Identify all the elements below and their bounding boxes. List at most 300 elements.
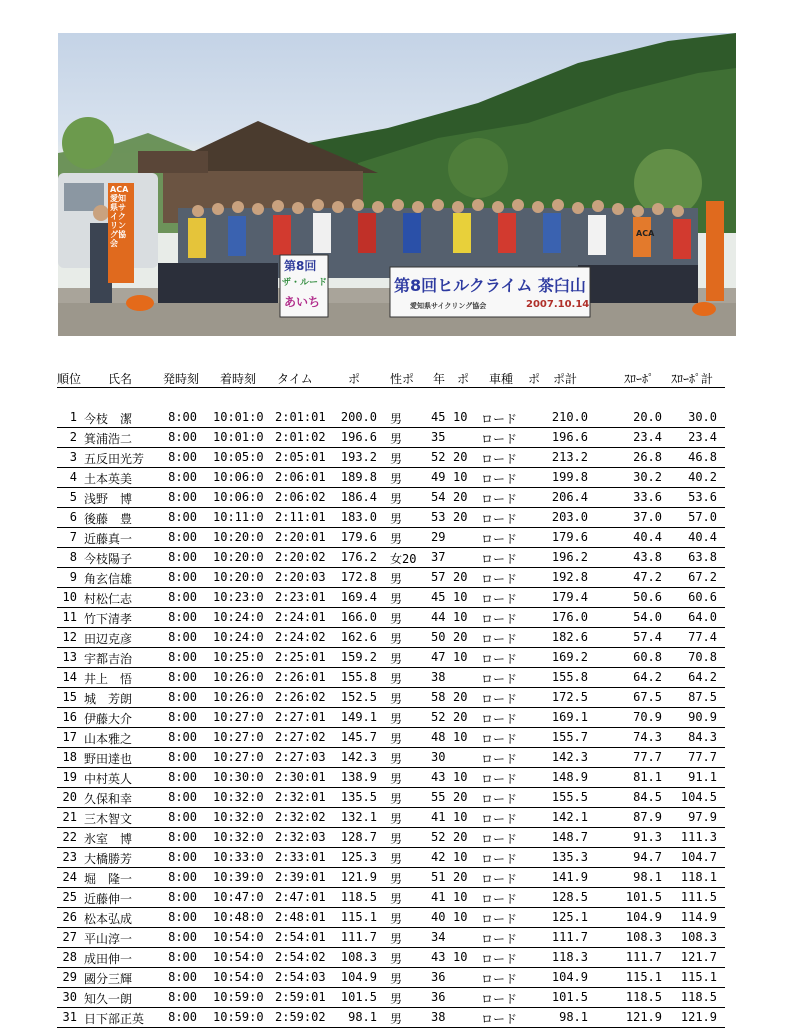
cell-age-points: 10 xyxy=(453,730,468,744)
cell-total-points: 142.1 xyxy=(551,810,588,824)
cell-finish-time: 10:32:0 xyxy=(213,830,264,844)
cell-finish-time: 10:33:0 xyxy=(213,850,264,864)
banner-left-line1: 第8回 xyxy=(284,259,317,273)
cell-bike-type: ロード xyxy=(481,732,518,746)
cell-slow-total: 46.8 xyxy=(688,450,717,464)
cell-gender: 男 xyxy=(390,992,403,1006)
cell-points: 186.4 xyxy=(340,490,377,504)
header-slow-points: ｽﾛｰﾎﾟ xyxy=(624,372,655,386)
cell-gender: 男 xyxy=(390,972,403,986)
cell-age: 54 xyxy=(431,490,446,504)
cell-start-time: 8:00 xyxy=(168,590,197,604)
cell-slow-points: 43.8 xyxy=(633,550,662,564)
cell-name: 國分三輝 xyxy=(84,972,133,986)
cell-gender: 男 xyxy=(390,812,403,826)
cell-total-points: 213.2 xyxy=(551,450,588,464)
cell-time: 2:01:02 xyxy=(275,430,326,444)
table-row xyxy=(57,928,725,948)
cell-slow-points: 115.1 xyxy=(625,970,662,984)
cell-start-time: 8:00 xyxy=(168,810,197,824)
cell-age: 41 xyxy=(431,890,446,904)
cell-slow-points: 26.8 xyxy=(633,450,662,464)
cell-gender: 男 xyxy=(390,412,403,426)
cell-age-points: 20 xyxy=(453,870,468,884)
cell-start-time: 8:00 xyxy=(168,630,197,644)
cell-rank: 9 xyxy=(69,570,77,584)
header-total-points: ポ計 xyxy=(553,372,578,386)
cell-points: 128.7 xyxy=(340,830,377,844)
cell-total-points: 169.2 xyxy=(551,650,588,664)
cell-bike-type: ロード xyxy=(481,632,518,646)
cell-age: 53 xyxy=(431,510,446,524)
cell-age-points: 20 xyxy=(453,830,468,844)
cell-name: 三木智文 xyxy=(84,812,133,826)
cell-slow-points: 64.2 xyxy=(633,670,662,684)
cell-bike-type: ロード xyxy=(481,972,518,986)
cell-slow-points: 30.2 xyxy=(633,470,662,484)
cell-time: 2:27:03 xyxy=(275,750,326,764)
cell-name: 浅野 博 xyxy=(84,492,133,506)
cell-start-time: 8:00 xyxy=(168,470,197,484)
cell-gender: 男 xyxy=(390,432,403,446)
cell-gender: 男 xyxy=(390,1012,403,1026)
cell-age-points: 20 xyxy=(453,450,468,464)
cell-time: 2:24:02 xyxy=(275,630,326,644)
cell-gender: 男 xyxy=(390,912,403,926)
cell-finish-time: 10:20:0 xyxy=(213,570,264,584)
cell-total-points: 118.3 xyxy=(551,950,588,964)
cell-name: 井上 悟 xyxy=(84,672,133,686)
cell-bike-type: ロード xyxy=(481,412,518,426)
header-points: ポ xyxy=(348,372,361,386)
cell-start-time: 8:00 xyxy=(168,650,197,664)
table-row xyxy=(57,628,725,648)
cell-points: 149.1 xyxy=(340,710,377,724)
cell-slow-points: 57.4 xyxy=(633,630,662,644)
table-row xyxy=(57,968,725,988)
cell-points: 132.1 xyxy=(340,810,377,824)
cell-time: 2:32:01 xyxy=(275,790,326,804)
cell-name: 近藤真一 xyxy=(84,532,133,546)
cell-total-points: 125.1 xyxy=(551,910,588,924)
cell-points: 183.0 xyxy=(340,510,377,524)
banner-main-org: 愛知県サイクリング協会 xyxy=(410,302,487,310)
cell-age-points: 20 xyxy=(453,710,468,724)
cell-rank: 15 xyxy=(62,690,77,704)
cell-points: 155.8 xyxy=(340,670,377,684)
cell-finish-time: 10:59:0 xyxy=(213,990,264,1004)
cell-time: 2:11:01 xyxy=(275,510,326,524)
cell-bike-type: ロード xyxy=(481,1012,518,1026)
cell-rank: 8 xyxy=(69,550,77,564)
cell-finish-time: 10:32:0 xyxy=(213,810,264,824)
cell-age: 49 xyxy=(431,470,446,484)
cell-start-time: 8:00 xyxy=(168,870,197,884)
cell-points: 196.6 xyxy=(340,430,377,444)
cell-gender: 男 xyxy=(390,732,403,746)
cell-finish-time: 10:01:0 xyxy=(213,410,264,424)
cell-slow-total: 64.0 xyxy=(688,610,717,624)
cell-slow-total: 114.9 xyxy=(680,910,717,924)
table-row xyxy=(57,568,725,588)
cell-points: 118.5 xyxy=(340,890,377,904)
cell-finish-time: 10:26:0 xyxy=(213,690,264,704)
cell-slow-points: 91.3 xyxy=(633,830,662,844)
table-row xyxy=(57,868,725,888)
cell-rank: 14 xyxy=(62,670,77,684)
cell-age-points: 20 xyxy=(453,570,468,584)
cell-bike-type: ロード xyxy=(481,872,518,886)
cell-age: 57 xyxy=(431,570,446,584)
cell-slow-total: 40.4 xyxy=(688,530,717,544)
cell-gender: 男 xyxy=(390,532,403,546)
cell-points: 166.0 xyxy=(340,610,377,624)
cell-age-points: 10 xyxy=(453,850,468,864)
cell-points: 159.2 xyxy=(340,650,377,664)
cell-gender: 男 xyxy=(390,672,403,686)
cell-time: 2:06:01 xyxy=(275,470,326,484)
cell-slow-points: 37.0 xyxy=(633,510,662,524)
cell-start-time: 8:00 xyxy=(168,430,197,444)
cell-age: 55 xyxy=(431,790,446,804)
cell-finish-time: 10:32:0 xyxy=(213,790,264,804)
cell-start-time: 8:00 xyxy=(168,790,197,804)
cell-age: 47 xyxy=(431,650,446,664)
cell-slow-total: 121.7 xyxy=(680,950,717,964)
cell-rank: 11 xyxy=(62,610,77,624)
cell-slow-total: 60.6 xyxy=(688,590,717,604)
cell-name: 知久一朗 xyxy=(84,992,133,1006)
table-row xyxy=(57,708,725,728)
cell-slow-points: 47.2 xyxy=(633,570,662,584)
cell-rank: 12 xyxy=(62,630,77,644)
cell-start-time: 8:00 xyxy=(168,410,197,424)
cell-points: 189.8 xyxy=(340,470,377,484)
cell-points: 125.3 xyxy=(340,850,377,864)
cell-age: 45 xyxy=(431,410,446,424)
cell-finish-time: 10:54:0 xyxy=(213,950,264,964)
cell-age: 43 xyxy=(431,950,446,964)
cell-rank: 13 xyxy=(62,650,77,664)
cell-bike-type: ロード xyxy=(481,672,518,686)
cell-slow-points: 118.5 xyxy=(625,990,662,1004)
cell-gender: 男 xyxy=(390,792,403,806)
cell-finish-time: 10:30:0 xyxy=(213,770,264,784)
cell-age-points: 10 xyxy=(453,470,468,484)
cell-rank: 6 xyxy=(69,510,77,524)
cell-gender: 男 xyxy=(390,892,403,906)
cell-total-points: 210.0 xyxy=(551,410,588,424)
cell-total-points: 128.5 xyxy=(551,890,588,904)
cell-slow-total: 104.7 xyxy=(680,850,717,864)
header-age: 年 xyxy=(433,372,446,386)
cell-time: 2:47:01 xyxy=(275,890,326,904)
cell-time: 2:59:02 xyxy=(275,1010,326,1024)
cell-gender: 男 xyxy=(390,472,403,486)
cell-total-points: 169.1 xyxy=(551,710,588,724)
cell-bike-type: ロード xyxy=(481,612,518,626)
cell-slow-points: 74.3 xyxy=(633,730,662,744)
cell-total-points: 141.9 xyxy=(551,870,588,884)
cell-slow-points: 104.9 xyxy=(625,910,662,924)
cell-rank: 4 xyxy=(69,470,77,484)
cell-finish-time: 10:27:0 xyxy=(213,710,264,724)
cell-age-points: 10 xyxy=(453,950,468,964)
cell-gender: 男 xyxy=(390,772,403,786)
cell-bike-type: ロード xyxy=(481,712,518,726)
cell-age-points: 10 xyxy=(453,610,468,624)
cell-start-time: 8:00 xyxy=(168,450,197,464)
cell-finish-time: 10:54:0 xyxy=(213,970,264,984)
cell-total-points: 196.6 xyxy=(551,430,588,444)
cell-total-points: 179.6 xyxy=(551,530,588,544)
cell-age: 52 xyxy=(431,450,446,464)
cell-age-points: 10 xyxy=(453,590,468,604)
cell-age: 51 xyxy=(431,870,446,884)
cell-gender: 男 xyxy=(390,452,403,466)
cell-age-points: 10 xyxy=(453,410,468,424)
cell-rank: 10 xyxy=(62,590,77,604)
cell-age: 34 xyxy=(431,930,446,944)
cell-points: 98.1 xyxy=(348,1010,377,1024)
cell-name: 平山淳一 xyxy=(84,932,133,946)
cell-finish-time: 10:59:0 xyxy=(213,1010,264,1024)
cell-rank: 24 xyxy=(62,870,77,884)
cell-name: 近藤伸一 xyxy=(84,892,133,906)
cell-bike-type: ロード xyxy=(481,592,518,606)
cell-gender: 男 xyxy=(390,872,403,886)
table-row xyxy=(57,428,725,448)
table-row xyxy=(57,528,725,548)
cell-slow-total: 23.4 xyxy=(688,430,717,444)
cell-slow-total: 111.3 xyxy=(680,830,717,844)
table-row xyxy=(57,808,725,828)
cell-time: 2:01:01 xyxy=(275,410,326,424)
cell-time: 2:48:01 xyxy=(275,910,326,924)
cell-total-points: 206.4 xyxy=(551,490,588,504)
cell-finish-time: 10:23:0 xyxy=(213,590,264,604)
cell-slow-points: 67.5 xyxy=(633,690,662,704)
header-rank: 順位 xyxy=(57,372,82,386)
cell-finish-time: 10:06:0 xyxy=(213,470,264,484)
cell-slow-total: 84.3 xyxy=(688,730,717,744)
cell-age: 48 xyxy=(431,730,446,744)
cell-rank: 19 xyxy=(62,770,77,784)
cell-slow-total: 63.8 xyxy=(688,550,717,564)
cell-age: 38 xyxy=(431,1010,446,1024)
cell-total-points: 98.1 xyxy=(559,1010,588,1024)
cell-name: 宇都吉治 xyxy=(84,652,133,666)
cell-gender: 女20 xyxy=(390,552,417,566)
cell-finish-time: 10:26:0 xyxy=(213,670,264,684)
table-row xyxy=(57,488,725,508)
cell-bike-type: ロード xyxy=(481,512,518,526)
cell-slow-points: 108.3 xyxy=(625,930,662,944)
cell-rank: 17 xyxy=(62,730,77,744)
cell-points: 200.0 xyxy=(340,410,377,424)
cell-gender: 男 xyxy=(390,632,403,646)
cell-slow-points: 60.8 xyxy=(633,650,662,664)
cell-slow-points: 54.0 xyxy=(633,610,662,624)
cell-start-time: 8:00 xyxy=(168,1010,197,1024)
cell-slow-total: 77.4 xyxy=(688,630,717,644)
cell-age: 42 xyxy=(431,850,446,864)
cell-time: 2:20:03 xyxy=(275,570,326,584)
cell-name: 野田達也 xyxy=(84,752,133,766)
cell-start-time: 8:00 xyxy=(168,910,197,924)
table-row xyxy=(57,608,725,628)
cell-slow-total: 111.5 xyxy=(680,890,717,904)
cell-rank: 20 xyxy=(62,790,77,804)
cell-age-points: 10 xyxy=(453,650,468,664)
cell-bike-type: ロード xyxy=(481,792,518,806)
cell-age-points: 20 xyxy=(453,690,468,704)
header-gender-points: 性ポ xyxy=(390,372,415,386)
table-row xyxy=(57,408,725,428)
cell-finish-time: 10:20:0 xyxy=(213,550,264,564)
table-row xyxy=(57,988,725,1008)
cell-time: 2:33:01 xyxy=(275,850,326,864)
cell-time: 2:24:01 xyxy=(275,610,326,624)
cell-time: 2:26:02 xyxy=(275,690,326,704)
cell-start-time: 8:00 xyxy=(168,750,197,764)
banner-main-date: 2007.10.14 xyxy=(526,299,590,310)
cell-finish-time: 10:24:0 xyxy=(213,610,264,624)
cell-time: 2:23:01 xyxy=(275,590,326,604)
cell-age: 43 xyxy=(431,770,446,784)
cell-finish-time: 10:47:0 xyxy=(213,890,264,904)
cell-bike-type: ロード xyxy=(481,432,518,446)
cell-slow-total: 40.2 xyxy=(688,470,717,484)
cell-total-points: 182.6 xyxy=(551,630,588,644)
cell-slow-total: 77.7 xyxy=(688,750,717,764)
cell-bike-type: ロード xyxy=(481,652,518,666)
cell-start-time: 8:00 xyxy=(168,890,197,904)
cell-points: 121.9 xyxy=(340,870,377,884)
cell-slow-points: 101.5 xyxy=(625,890,662,904)
header-start-time: 発時刻 xyxy=(163,372,200,386)
cell-gender: 男 xyxy=(390,612,403,626)
cell-rank: 25 xyxy=(62,890,77,904)
cell-total-points: 142.3 xyxy=(551,750,588,764)
table-row xyxy=(57,828,725,848)
cell-points: 193.2 xyxy=(340,450,377,464)
table-row xyxy=(57,468,725,488)
cell-start-time: 8:00 xyxy=(168,570,197,584)
cell-age-points: 10 xyxy=(453,810,468,824)
cell-points: 115.1 xyxy=(340,910,377,924)
cell-rank: 2 xyxy=(69,430,77,444)
cell-start-time: 8:00 xyxy=(168,950,197,964)
cell-rank: 5 xyxy=(69,490,77,504)
cell-points: 101.5 xyxy=(340,990,377,1004)
cell-time: 2:54:02 xyxy=(275,950,326,964)
cell-start-time: 8:00 xyxy=(168,850,197,864)
cell-name: 堀 隆一 xyxy=(84,872,133,886)
cell-gender: 男 xyxy=(390,952,403,966)
cell-rank: 23 xyxy=(62,850,77,864)
cell-name: 城 芳朗 xyxy=(84,692,133,706)
cell-start-time: 8:00 xyxy=(168,990,197,1004)
cell-total-points: 148.9 xyxy=(551,770,588,784)
cell-start-time: 8:00 xyxy=(168,930,197,944)
cell-rank: 7 xyxy=(69,530,77,544)
cell-points: 176.2 xyxy=(340,550,377,564)
cell-age: 50 xyxy=(431,630,446,644)
cell-total-points: 196.2 xyxy=(551,550,588,564)
cell-gender: 男 xyxy=(390,832,403,846)
cell-finish-time: 10:25:0 xyxy=(213,650,264,664)
header-name: 氏名 xyxy=(108,372,133,386)
cell-finish-time: 10:20:0 xyxy=(213,530,264,544)
cell-start-time: 8:00 xyxy=(168,510,197,524)
table-row xyxy=(57,448,725,468)
cell-points: 169.4 xyxy=(340,590,377,604)
cell-time: 2:20:01 xyxy=(275,530,326,544)
cell-rank: 21 xyxy=(62,810,77,824)
header-bike-points: ポ xyxy=(528,372,541,386)
cell-name: 今枝陽子 xyxy=(84,552,133,566)
cell-start-time: 8:00 xyxy=(168,690,197,704)
cell-start-time: 8:00 xyxy=(168,710,197,724)
cell-points: 104.9 xyxy=(340,970,377,984)
cell-finish-time: 10:01:0 xyxy=(213,430,264,444)
cell-age: 38 xyxy=(431,670,446,684)
cell-age-points: 20 xyxy=(453,790,468,804)
cell-start-time: 8:00 xyxy=(168,970,197,984)
cell-age: 30 xyxy=(431,750,446,764)
group-photo xyxy=(58,33,736,336)
table-row xyxy=(57,508,725,528)
cell-bike-type: ロード xyxy=(481,992,518,1006)
cell-age: 35 xyxy=(431,430,446,444)
cell-time: 2:54:01 xyxy=(275,930,326,944)
banner-main-title: 第8回ヒルクライム 茶臼山 xyxy=(394,276,586,295)
cell-age-points: 10 xyxy=(453,890,468,904)
cell-time: 2:32:03 xyxy=(275,830,326,844)
cell-start-time: 8:00 xyxy=(168,530,197,544)
table-row xyxy=(57,948,725,968)
cell-slow-total: 53.6 xyxy=(688,490,717,504)
cell-bike-type: ロード xyxy=(481,572,518,586)
cell-age-points: 20 xyxy=(453,490,468,504)
table-row xyxy=(57,588,725,608)
cell-time: 2:27:01 xyxy=(275,710,326,724)
cell-finish-time: 10:48:0 xyxy=(213,910,264,924)
cell-gender: 男 xyxy=(390,492,403,506)
cell-bike-type: ロード xyxy=(481,772,518,786)
cell-name: 氷室 博 xyxy=(84,832,133,846)
cell-age-points: 10 xyxy=(453,910,468,924)
cell-time: 2:27:02 xyxy=(275,730,326,744)
header-slow-total: ｽﾛｰﾎﾟ計 xyxy=(671,372,714,386)
cell-total-points: 199.8 xyxy=(551,470,588,484)
cell-points: 172.8 xyxy=(340,570,377,584)
cell-total-points: 176.0 xyxy=(551,610,588,624)
cell-age: 36 xyxy=(431,990,446,1004)
cell-rank: 30 xyxy=(62,990,77,1004)
cell-name: 大橋勝芳 xyxy=(84,852,133,866)
cell-total-points: 192.8 xyxy=(551,570,588,584)
cell-slow-points: 98.1 xyxy=(633,870,662,884)
cell-slow-total: 97.9 xyxy=(688,810,717,824)
cell-name: 田辺克彦 xyxy=(84,632,133,646)
cell-rank: 31 xyxy=(62,1010,77,1024)
cell-bike-type: ロード xyxy=(481,692,518,706)
cell-gender: 男 xyxy=(390,852,403,866)
cell-slow-total: 30.0 xyxy=(688,410,717,424)
cell-bike-type: ロード xyxy=(481,912,518,926)
